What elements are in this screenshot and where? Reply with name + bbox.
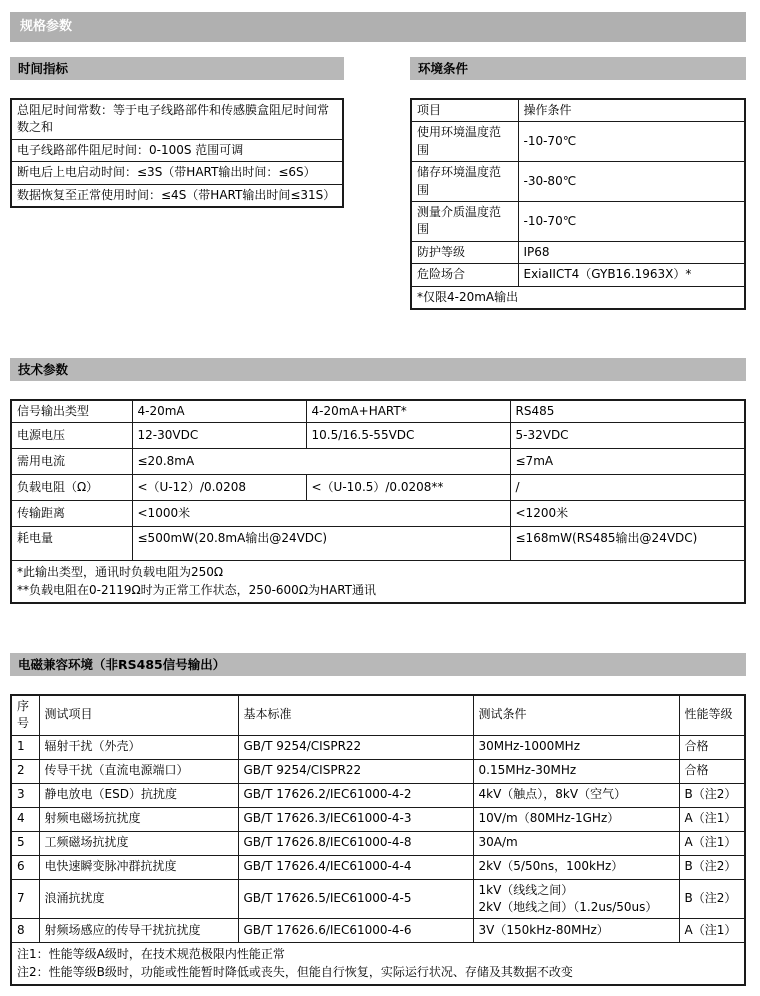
table-cell: B（注2） (679, 879, 745, 919)
table-cell: 信号输出类型 (11, 400, 132, 423)
table-row (11, 783, 745, 807)
table-cell: 30A/m (473, 831, 679, 855)
emc-table (10, 694, 746, 986)
table-cell: B（注2） (679, 855, 745, 879)
table-row (11, 831, 745, 855)
table-cell: -10-70℃ (518, 201, 745, 241)
table-row (11, 99, 343, 139)
section-heading-environment: 环境条件 (410, 57, 746, 80)
table-cell: GB/T 17626.3/IEC61000-4-3 (238, 807, 473, 831)
table-cell: 合格 (679, 759, 745, 783)
table-cell: ≤20.8mA (132, 449, 510, 475)
table-cell: 储存环境温度范围 (411, 162, 518, 202)
section-heading-time: 时间指标 (10, 57, 344, 80)
table-cell: 电源电压 (11, 423, 132, 449)
table-cell: -10-70℃ (518, 122, 745, 162)
table-cell: 1 (11, 735, 39, 759)
table-cell: 浪涌抗扰度 (39, 879, 238, 919)
table-cell: 电子线路部件阻尼时间：0-100S 范围可调 (11, 139, 343, 161)
table-cell: GB/T 17626.4/IEC61000-4-4 (238, 855, 473, 879)
table-cell: 3 (11, 783, 39, 807)
table-cell: GB/T 9254/CISPR22 (238, 759, 473, 783)
table-cell: 危险场合 (411, 264, 518, 286)
column-header: 操作条件 (518, 99, 745, 122)
table-cell: -30-80℃ (518, 162, 745, 202)
table-cell: 5-32VDC (510, 423, 745, 449)
table-row (411, 264, 745, 286)
table-cell: 测量介质温度范围 (411, 201, 518, 241)
table-row (11, 879, 745, 919)
table-cell: 10V/m（80MHz-1GHz） (473, 807, 679, 831)
table-row (11, 501, 745, 527)
column-header: 序号 (11, 695, 39, 735)
table-cell: 数据恢复至正常使用时间：≤4S（带HART输出时间≤31S） (11, 184, 343, 207)
table-cell: 7 (11, 879, 39, 919)
table-cell: 0.15MHz-30MHz (473, 759, 679, 783)
table-cell: 总阻尼时间常数：等于电子线路部件和传感膜盒阻尼时间常数之和 (11, 99, 343, 139)
table-cell: GB/T 9254/CISPR22 (238, 735, 473, 759)
table-row (11, 400, 745, 423)
table-cell: 射频场感应的传导干扰抗扰度 (39, 919, 238, 943)
table-cell: <（U-10.5）/0.0208** (306, 475, 510, 501)
time-environment-columns (10, 57, 746, 310)
footnote-row (11, 561, 745, 603)
table-cell: 4kV（触点），8kV（空气） (473, 783, 679, 807)
table-row (11, 449, 745, 475)
column-header: 性能等级 (679, 695, 745, 735)
table-row (11, 423, 745, 449)
table-cell: 耗电量 (11, 527, 132, 561)
table-header-row (11, 695, 745, 735)
table-cell: 3V（150kHz-80MHz） (473, 919, 679, 943)
time-section (10, 57, 344, 208)
table-cell: 2kV（5/50ns，100kHz） (473, 855, 679, 879)
time-table (10, 98, 344, 208)
table-cell: RS485 (510, 400, 745, 423)
column-header: 测试项目 (39, 695, 238, 735)
table-cell: GB/T 17626.8/IEC61000-4-8 (238, 831, 473, 855)
table-cell: <（U-12）/0.0208 (132, 475, 306, 501)
table-cell: 5 (11, 831, 39, 855)
table-cell: / (510, 475, 745, 501)
footnote-cell: *此输出类型，通讯时负载电阻为250Ω **负载电阻在0-2119Ω时为正常工作状态，250-600Ω为HART通讯 (11, 561, 745, 603)
table-cell: ≤7mA (510, 449, 745, 475)
table-cell: 静电放电（ESD）抗扰度 (39, 783, 238, 807)
table-cell: <1000米 (132, 501, 510, 527)
technical-table (10, 399, 746, 604)
table-cell: 4-20mA (132, 400, 306, 423)
table-cell: 传输距离 (11, 501, 132, 527)
table-row (11, 807, 745, 831)
table-cell: 8 (11, 919, 39, 943)
table-cell: B（注2） (679, 783, 745, 807)
table-row (11, 527, 745, 561)
table-cell: 10.5/16.5-55VDC (306, 423, 510, 449)
table-row (411, 162, 745, 202)
column-header: 测试条件 (473, 695, 679, 735)
table-cell: 射频电磁场抗扰度 (39, 807, 238, 831)
table-cell: 防护等级 (411, 241, 518, 263)
section-heading-emc: 电磁兼容环境（非RS485信号输出） (10, 653, 746, 676)
table-cell: GB/T 17626.6/IEC61000-4-6 (238, 919, 473, 943)
table-cell: 辐射干扰（外壳） (39, 735, 238, 759)
table-row (11, 475, 745, 501)
table-cell: 电快速瞬变脉冲群抗扰度 (39, 855, 238, 879)
table-row (411, 201, 745, 241)
table-row (11, 855, 745, 879)
table-cell: 断电后上电启动时间：≤3S（带HART输出时间：≤6S） (11, 162, 343, 184)
column-header: 基本标准 (238, 695, 473, 735)
table-row (411, 122, 745, 162)
environment-table (410, 98, 746, 310)
table-cell: GB/T 17626.5/IEC61000-4-5 (238, 879, 473, 919)
environment-section (410, 57, 746, 310)
table-cell: 1kV（线线之间） 2kV（地线之间）（1.2us/50us） (473, 879, 679, 919)
table-cell: 30MHz-1000MHz (473, 735, 679, 759)
table-cell: 工频磁场抗扰度 (39, 831, 238, 855)
table-cell: IP68 (518, 241, 745, 263)
table-cell: 合格 (679, 735, 745, 759)
footnote-cell: 注1：性能等级A级时，在技术规范极限内性能正常 注2：性能等级B级时，功能或性能暂时降低或丧失，但能自行恢复，实际运行状况、存储及其数据不改变 (11, 943, 745, 985)
table-cell: 4-20mA+HART* (306, 400, 510, 423)
table-cell: ≤168mW(RS485输出@24VDC) (510, 527, 745, 561)
table-row (11, 139, 343, 161)
table-row (11, 162, 343, 184)
table-header-row (411, 99, 745, 122)
table-cell: A（注1） (679, 807, 745, 831)
table-cell: 12-30VDC (132, 423, 306, 449)
table-cell: 6 (11, 855, 39, 879)
table-cell: A（注1） (679, 831, 745, 855)
footnote-row (11, 943, 745, 985)
table-row (11, 759, 745, 783)
table-cell: 使用环境温度范围 (411, 122, 518, 162)
table-cell: ExiaIICT4（GYB16.1963X）* (518, 264, 745, 286)
table-cell: 4 (11, 807, 39, 831)
table-row (11, 919, 745, 943)
table-row (411, 241, 745, 263)
table-cell: A（注1） (679, 919, 745, 943)
page-title: 规格参数 (10, 12, 746, 42)
table-cell: 需用电流 (11, 449, 132, 475)
table-row (11, 735, 745, 759)
section-heading-technical: 技术参数 (10, 358, 746, 381)
column-header: 项目 (411, 99, 518, 122)
table-cell: <1200米 (510, 501, 745, 527)
footnote-cell: *仅限4-20mA输出 (411, 286, 745, 309)
table-cell: 负载电阻（Ω） (11, 475, 132, 501)
table-row (11, 184, 343, 207)
table-cell: 2 (11, 759, 39, 783)
footnote-row (411, 286, 745, 309)
table-cell: GB/T 17626.2/IEC61000-4-2 (238, 783, 473, 807)
table-cell: ≤500mW(20.8mA输出@24VDC) (132, 527, 510, 561)
table-cell: 传导干扰（直流电源端口） (39, 759, 238, 783)
